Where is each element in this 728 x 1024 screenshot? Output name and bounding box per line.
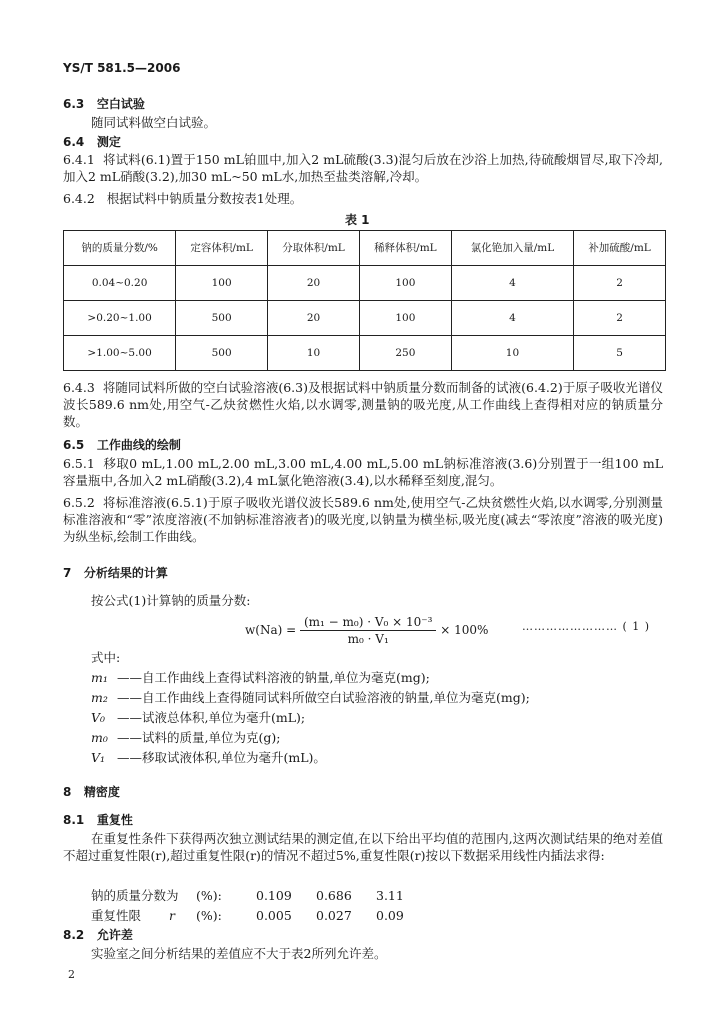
section-6-5-2 <box>63 495 663 546</box>
formula-intro: 按公式(1)计算钠的质量分数: <box>91 593 251 608</box>
table-cell: 20 <box>268 301 360 336</box>
variables-intro: 式中: <box>91 650 121 665</box>
section-number: 6.3 <box>63 97 85 111</box>
table-cell: 10 <box>268 336 360 371</box>
table-cell: 500 <box>176 301 268 336</box>
standard-code-header: YS/T 581.5—2006 <box>63 61 181 75</box>
table-cell: 100 <box>359 266 451 301</box>
repeatability-label: 重复性限 <box>91 908 142 923</box>
variable-definition <box>91 730 280 747</box>
variable-definition <box>91 710 305 727</box>
table-cell: 100 <box>176 266 268 301</box>
variable-description: ——自工作曲线上查得试料溶液的钠量,单位为毫克(mg); <box>117 670 430 685</box>
table-row <box>64 266 666 301</box>
variable-symbol: m₀ <box>91 730 108 745</box>
repeatability-value: 0.109 <box>256 888 292 903</box>
section-number: 6.5.1 <box>63 456 95 471</box>
formula-numerator: (m₁ − m₀) · V₀ × 10⁻³ <box>300 614 436 631</box>
section-number: 6.5.2 <box>63 495 95 510</box>
table-header-cell: 分取体积/mL <box>268 231 360 266</box>
section-title: 分析结果的计算 <box>83 566 168 580</box>
table-cell: 100 <box>359 301 451 336</box>
variable-symbol: m₂ <box>91 690 108 705</box>
table-cell: 4 <box>451 266 573 301</box>
table-cell: 0.04~0.20 <box>64 266 176 301</box>
section-8-heading <box>63 784 120 800</box>
repeatability-value: 0.686 <box>316 888 352 903</box>
table-row <box>64 336 666 371</box>
table-header-row <box>64 231 666 266</box>
section-6-4-heading <box>63 134 121 150</box>
table-header-cell: 定容体积/mL <box>176 231 268 266</box>
section-text: 将标准溶液(6.5.1)于原子吸收光谱仪波长589.6 nm处,使用空气-乙炔贫燃性火焰,以水调零,分别测量标准溶液和“零”浓度溶液(不加钠标准溶液者)的吸光度,以钠量为横坐标,吸光度(减去“零浓度”溶液的吸光度)为纵坐标,绘制工作曲线。 <box>63 495 663 544</box>
equation-number: …………………… ( 1 ) <box>522 620 651 633</box>
section-8-1-text: 在重复性条件下获得两次独立测试结果的测定值,在以下给出平均值的范围内,这两次测试结果的绝对差值不超过重复性限(r),超过重复性限(r)的情况不超过5%,重复性限(r)按以下数据采用线性内插法求得: <box>63 831 663 863</box>
formula-lhs: w(Na) = <box>245 623 297 638</box>
repeatability-label: 钠的质量分数为 <box>91 888 179 903</box>
section-number: 7 <box>63 566 72 580</box>
table-cell: 500 <box>176 336 268 371</box>
section-number: 8.2 <box>63 928 85 942</box>
repeatability-unit: (%): <box>196 908 222 923</box>
table-header-cell: 补加硫酸/mL <box>574 231 666 266</box>
variable-definition <box>91 750 326 767</box>
table-cell: 2 <box>574 266 666 301</box>
section-number: 6.5 <box>63 438 85 452</box>
section-text: 根据试料中钠质量分数按表1处理。 <box>106 191 303 206</box>
table-cell: >0.20~1.00 <box>64 301 176 336</box>
section-title: 空白试验 <box>96 97 145 111</box>
repeatability-row-limit <box>91 908 426 925</box>
section-6-5-heading <box>63 437 181 453</box>
section-text: 移取0 mL,1.00 mL,2.00 mL,3.00 mL,4.00 mL,5.00 mL钠标准溶液(3.6)分别置于一组100 mL容量瓶中,各加入2 mL硝酸(3.2),4 mL氯化铯溶液(3.4),以水稀释至刻度,混匀。 <box>63 456 663 488</box>
repeatability-value: 3.11 <box>376 888 404 903</box>
repeatability-symbol: r <box>169 908 175 923</box>
variable-definition <box>91 690 530 707</box>
page-number: 2 <box>68 968 75 981</box>
section-8-2-text: 实验室之间分析结果的差值应不大于表2所列允许差。 <box>91 946 387 961</box>
table-1 <box>63 230 666 371</box>
table-cell: >1.00~5.00 <box>64 336 176 371</box>
repeatability-row-fraction <box>91 888 426 905</box>
table-cell: 20 <box>268 266 360 301</box>
table-cell: 5 <box>574 336 666 371</box>
formula-fraction <box>300 614 436 647</box>
variable-symbol: V₁ <box>91 750 106 765</box>
section-title: 测定 <box>96 135 121 149</box>
variable-description: ——自工作曲线上查得随同试料所做空白试验溶液的钠量,单位为毫克(mg); <box>117 690 530 705</box>
section-number: 6.4.1 <box>63 152 95 167</box>
repeatability-value: 0.09 <box>376 908 404 923</box>
section-6-5-1 <box>63 456 663 490</box>
section-title: 重复性 <box>96 813 133 827</box>
section-8-1-heading <box>63 812 133 828</box>
section-title: 精密度 <box>83 785 120 799</box>
section-title: 允许差 <box>96 928 133 942</box>
section-number: 6.4 <box>63 135 85 149</box>
variable-description: ——移取试液体积,单位为毫升(mL)。 <box>117 750 326 765</box>
section-6-4-2 <box>63 191 302 208</box>
table-cell: 250 <box>359 336 451 371</box>
table-1-caption: 表 1 <box>345 213 370 227</box>
repeatability-unit: (%): <box>196 888 222 903</box>
table-cell: 4 <box>451 301 573 336</box>
section-number: 6.4.3 <box>63 380 95 395</box>
variable-symbol: V₀ <box>91 710 106 725</box>
section-6-3-heading <box>63 96 145 112</box>
table-cell: 10 <box>451 336 573 371</box>
section-6-4-1 <box>63 152 663 186</box>
table-header-cell: 钠的质量分数/% <box>64 231 176 266</box>
section-text: 将随同试料所做的空白试验溶液(6.3)及根据试料中钠质量分数而制备的试液(6.4.2)于原子吸收光谱仪波长589.6 nm处,用空气-乙炔贫燃性火焰,以水调零,测量钠的吸光度,从工作曲线上查得相对应的钠质量分数。 <box>63 380 663 429</box>
formula-denominator: m₀ · V₁ <box>347 632 389 647</box>
section-6-4-3 <box>63 380 663 431</box>
section-text: 将试料(6.1)置于150 mL铂皿中,加入2 mL硫酸(3.3)混匀后放在沙浴上加热,待硫酸烟冒尽,取下冷却,加入2 mL硝酸(3.2),加30 mL~50 mL水,加热至盐类溶解,冷却。 <box>63 152 663 184</box>
table-row <box>64 301 666 336</box>
variable-definition <box>91 670 430 687</box>
section-number: 8 <box>63 785 72 799</box>
variable-description: ——试液总体积,单位为毫升(mL); <box>117 710 306 725</box>
section-title: 工作曲线的绘制 <box>96 438 181 452</box>
table-cell: 2 <box>574 301 666 336</box>
section-7-heading <box>63 565 168 581</box>
formula-1 <box>245 614 488 647</box>
section-8-2-heading <box>63 927 133 943</box>
repeatability-value: 0.027 <box>316 908 352 923</box>
repeatability-value: 0.005 <box>256 908 292 923</box>
variable-description: ——试料的质量,单位为克(g); <box>117 730 281 745</box>
section-number: 6.4.2 <box>63 191 95 206</box>
table-header-cell: 氯化铯加入量/mL <box>451 231 573 266</box>
table-header-cell: 稀释体积/mL <box>359 231 451 266</box>
section-6-3-text: 随同试料做空白试验。 <box>91 115 217 130</box>
formula-tail: × 100% <box>440 623 489 638</box>
variable-symbol: m₁ <box>91 670 108 685</box>
section-number: 8.1 <box>63 813 85 827</box>
